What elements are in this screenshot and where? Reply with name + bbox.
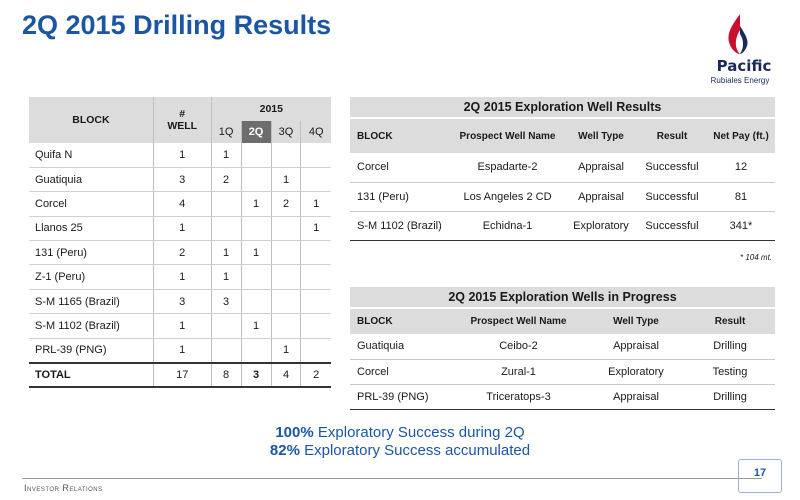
page-title: 2Q 2015 Drilling Results: [22, 10, 332, 40]
col-q4: 4Q: [301, 121, 331, 143]
page-number: 17: [738, 459, 782, 493]
col-header: Result: [685, 308, 775, 334]
col-header: Well Type: [565, 118, 637, 153]
progress-table-title: 2Q 2015 Exploration Wells in Progress: [350, 287, 775, 308]
col-q1: 1Q: [211, 121, 241, 143]
table-row: Corcel 4 1 2 1: [29, 192, 331, 216]
table-row: Corcel Espadarte-2 Appraisal Successful 12: [350, 153, 775, 182]
drilling-table: [29, 97, 331, 388]
table-row: Quifa N 1 1: [29, 143, 331, 167]
table-row: Z-1 (Peru) 1 1: [29, 265, 331, 289]
table-row: Llanos 25 1 1: [29, 216, 331, 240]
col-wells: # WELL: [153, 97, 211, 143]
summary-pct-2: 82%: [269, 442, 300, 459]
summary-text-2: Exploratory Success accumulated: [299, 442, 531, 459]
wells-in-progress-table: [350, 287, 775, 410]
col-header: BLOCK: [350, 308, 450, 334]
col-q2: 2Q: [241, 121, 271, 143]
summary-text-1: Exploratory Success during 2Q: [313, 424, 525, 441]
summary-line-1: [0, 424, 800, 441]
exploration-results-table: [350, 97, 775, 241]
logo-subtitle: Rubiales Energy: [710, 76, 770, 85]
total-row: TOTAL 17 8 3 4 2: [29, 363, 331, 387]
footnote: * 104 mt.: [740, 253, 773, 262]
footer-label: Investor Relations: [24, 483, 103, 493]
col-header: BLOCK: [350, 118, 450, 153]
logo-name: Pacific: [716, 57, 772, 75]
col-header: Net Pay (ft.): [707, 118, 775, 153]
summary-line-2: [0, 442, 800, 459]
table-row: S-M 1102 (Brazil) 1 1: [29, 314, 331, 338]
table-row: S-M 1102 (Brazil) Echidna-1 Exploratory Successful 341*: [350, 211, 775, 240]
col-header: Prospect Well Name: [450, 118, 565, 153]
table-row: PRL-39 (PNG) 1 1: [29, 338, 331, 362]
col-year: 2015: [211, 97, 331, 121]
flame-drop-icon: [723, 12, 757, 56]
col-header: Well Type: [587, 308, 685, 334]
footer-divider: [22, 478, 762, 479]
company-logo: [695, 12, 785, 102]
table-row: 131 (Peru) 2 1 1: [29, 241, 331, 265]
table-row: 131 (Peru) Los Angeles 2 CD Appraisal Successful 81: [350, 182, 775, 211]
col-block: BLOCK: [29, 97, 153, 143]
table-row: Corcel Zural-1 Exploratory Testing: [350, 359, 775, 384]
table-row: S-M 1165 (Brazil) 3 3: [29, 289, 331, 313]
col-q3: 3Q: [271, 121, 301, 143]
col-header: Prospect Well Name: [450, 308, 587, 334]
col-header: Result: [637, 118, 707, 153]
table-row: Guatiquia 3 2 1: [29, 167, 331, 191]
table-row: Guatiquia Ceibo-2 Appraisal Drilling: [350, 334, 775, 359]
table-row: PRL-39 (PNG) Triceratops-3 Appraisal Drilling: [350, 384, 775, 409]
results-table-title: 2Q 2015 Exploration Well Results: [350, 97, 775, 118]
summary-pct-1: 100%: [275, 424, 314, 441]
